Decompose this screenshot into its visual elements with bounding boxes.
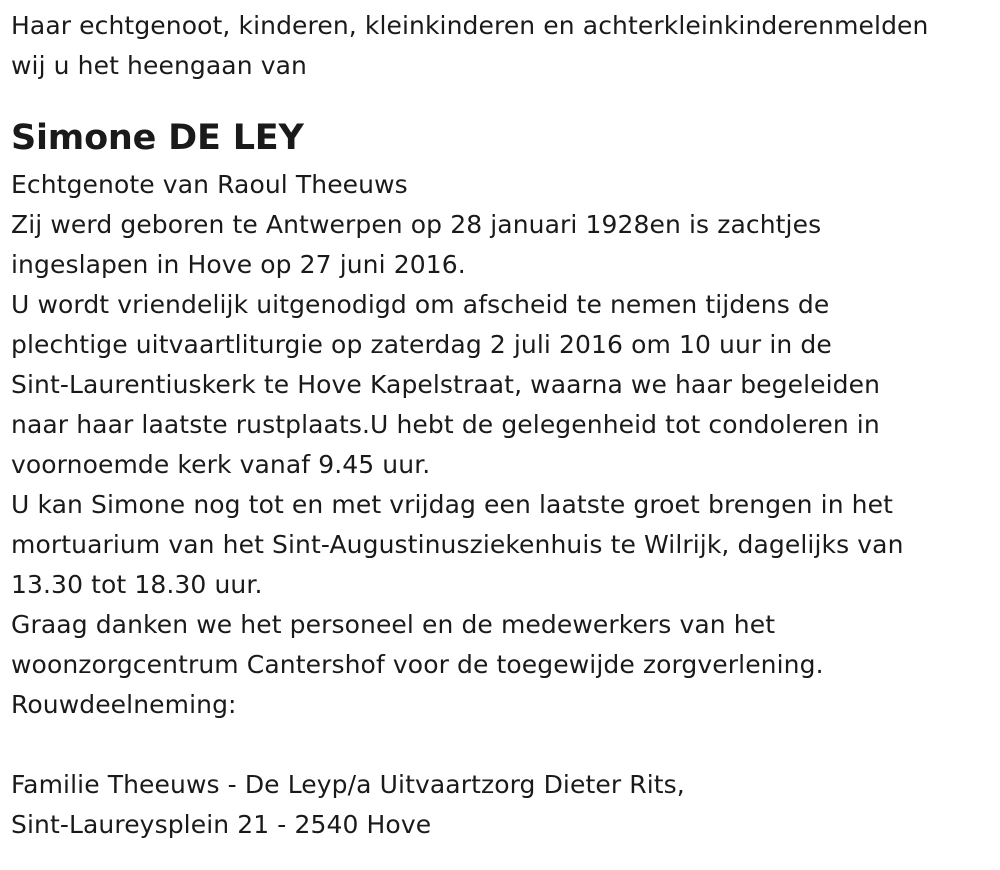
contact-line: Sint-Laureysplein 21 - 2540 Hove xyxy=(11,810,432,839)
obituary-notice xyxy=(11,6,991,845)
body-line: Graag danken we het personeel en de medewerkers van het xyxy=(11,610,776,639)
contact-address xyxy=(11,765,991,845)
body-line: ingeslapen in Hove op 27 juni 2016. xyxy=(11,250,466,279)
body-line: U wordt vriendelijk uitgenodigd om afscheid te nemen tijdens de xyxy=(11,290,830,319)
body-line: Zij werd geboren te Antwerpen op 28 januari 1928en is zachtjes xyxy=(11,210,822,239)
blank-line xyxy=(11,725,991,765)
intro-text xyxy=(11,6,991,86)
body-line: mortuarium van het Sint-Augustinusziekenhuis te Wilrijk, dagelijks van xyxy=(11,530,904,559)
deceased-name: Simone DE LEY xyxy=(11,118,304,158)
body-line: Sint-Laurentiuskerk te Hove Kapelstraat, waarna we haar begeleiden xyxy=(11,370,881,399)
body-line: voornoemde kerk vanaf 9.45 uur. xyxy=(11,450,431,479)
spouse-line: Echtgenote van Raoul Theeuws xyxy=(11,170,408,199)
body-line: U kan Simone nog tot en met vrijdag een laatste groet brengen in het xyxy=(11,490,894,519)
notice-body xyxy=(11,165,991,725)
body-line: woonzorgcentrum Cantershof voor de toegewijde zorgverlening. xyxy=(11,650,824,679)
body-line: 13.30 tot 18.30 uur. xyxy=(11,570,263,599)
intro-line: wij u het heengaan van xyxy=(11,51,307,80)
body-line: naar haar laatste rustplaats.U hebt de gelegenheid tot condoleren in xyxy=(11,410,880,439)
contact-line: Familie Theeuws - De Leyp/a Uitvaartzorg Dieter Rits, xyxy=(11,770,685,799)
body-line: plechtige uitvaartliturgie op zaterdag 2 juli 2016 om 10 uur in de xyxy=(11,330,832,359)
condolence-heading: Rouwdeelneming: xyxy=(11,690,237,719)
intro-line: Haar echtgenoot, kinderen, kleinkinderen en achterkleinkinderenmelden xyxy=(11,11,929,40)
